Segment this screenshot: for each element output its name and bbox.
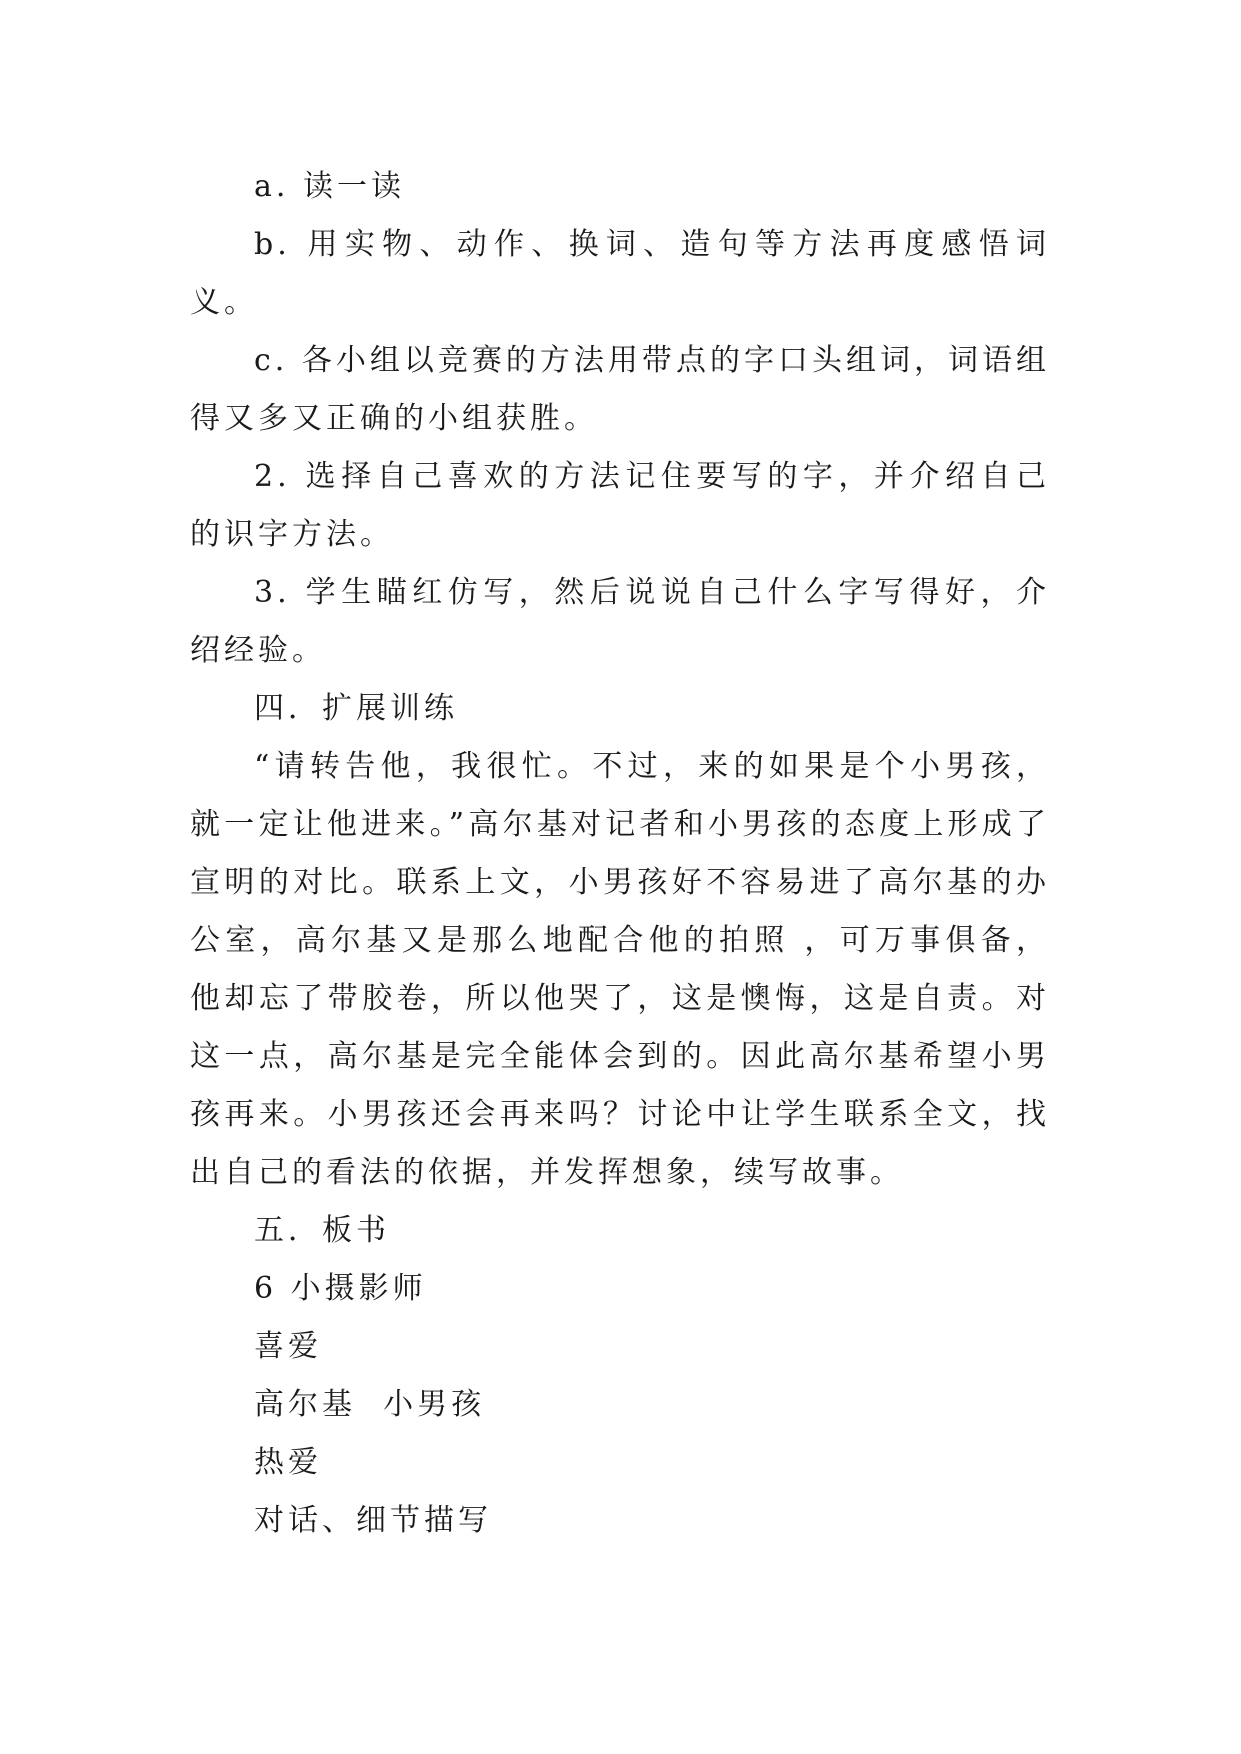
paragraph-b-methods: b. 用实物、动作、换词、造句等方法再度感悟词义。: [190, 227, 1050, 320]
paragraph-a-read: a. 读一读: [254, 169, 405, 204]
paragraph-3-copywriting: 3. 学生瞄红仿写，然后说说自己什么字写得好，介绍经验。: [190, 575, 1050, 668]
blackboard-line-technique: 对话、细节描写: [254, 1503, 492, 1538]
blackboard-line-like: 喜爱: [254, 1329, 322, 1364]
document-body: [190, 158, 1050, 1550]
section-heading-blackboard: 五．板书: [254, 1213, 390, 1248]
section-heading-extension-training: 四．扩展训练: [254, 691, 458, 726]
paragraph-c-contest: c. 各小组以竞赛的方法用带点的字口头组词，词语组得又多又正确的小组获胜。: [190, 343, 1050, 436]
blackboard-title: 6 小摄影师: [254, 1271, 427, 1306]
paragraph-2-memorize: 2. 选择自己喜欢的方法记住要写的字，并介绍自己的识字方法。: [190, 459, 1050, 552]
blackboard-line-characters: 高尔基 小男孩: [254, 1387, 486, 1422]
paragraph-extension-body: “请转告他，我很忙。不过，来的如果是个小男孩，就一定让他进来。”高尔基对记者和小男孩的态度上形成了宣明的对比。联系上文，小男孩好不容易进了高尔基的办公室，高尔基又是那么地配合他的拍照 ，可万事俱备，他却忘了带胶卷，所以他哭了，这是懊悔，这是自责。对这一点，高尔基是完全能体会到的。因此高尔基希望小男孩再来。小男孩还会再来吗？讨论中让学生联系全文，找出自己的看法的依据，并发挥想象，续写故事。: [190, 749, 1050, 1190]
blackboard-line-love: 热爱: [254, 1445, 322, 1480]
